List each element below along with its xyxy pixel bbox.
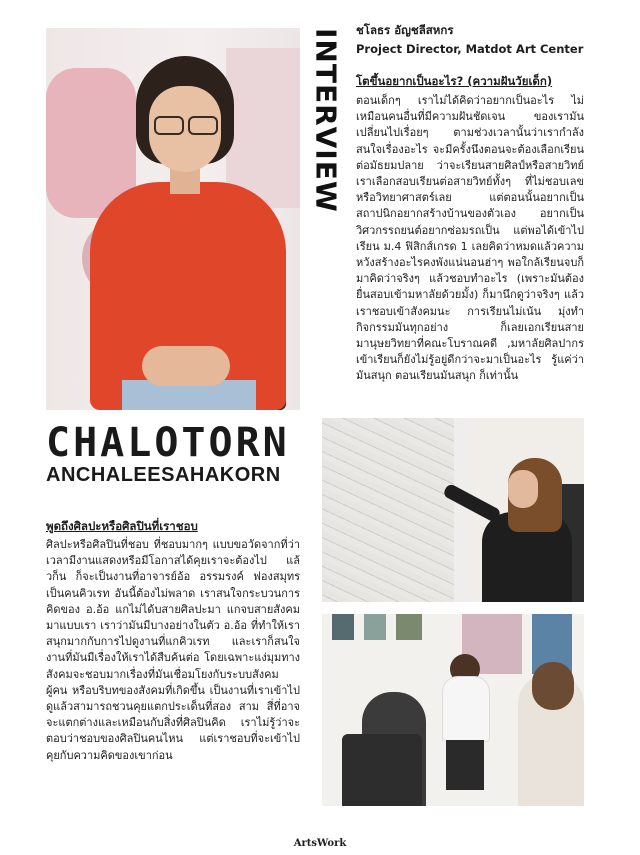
interview-side-title: INTERVIEW <box>309 28 343 213</box>
answer-paragraph-1: ตอนเด็กๆ เราไม่ได้คิดว่าอยากเป็นอะไร ไม่เหมือนคนอื่นที่มีความฝันชัดเจน ของเรามันเปลี่ยนไปเรื่อยๆ ตามช่วงเวลานั้นว่าเรากำลังสนใจเรื่องอะไร จะมีครั้งนึงตอนจะต้องเลือกเรียนต่อมัธยมปลาย ว่าจะเรียนสายศิลป์หรือสายวิทย์ เราเลือกสอบเรียนต่อสายวิทย์ทั้งๆ ที่ไม่ชอบเลขหรือวิทยาศาสตร์เลย แต่ตอนนั้นอยากเป็นสถาปนิกอยากสร้างบ้านของตัวเอง อยากเป็นวิศวกรรถยนต์อยากซ่อมรถเป็น แต่พอได้เข้าไปเรียน ม.4 ฟิสิกส์เกรด 1 เลยคิดว่าหมดแล้วความหวังสร้างอะไรคงพังแน่นอนฮ่าๆ พอใกล้เรียนจบก็มาคิดว่าจริงๆ แล้วชอบทำอะไร (เพราะมันต้องยื่นสอบเข้ามหาลัยด้วยมั้ง) ก็มานึกดูว่าจริงๆ แล้วเราชอบเข้าสังคมนะ การเรียนไม่เน้น มุ่งทำกิจกรรมมันทุกอย่าง ก็เลยเอกเรียนสายมานุษยวิทยาที่คณะโบราณคดี ,มหาลัยศิลปากร เข้าเรียนก็ยังไม่รู้อยู่ดีกว่าจะมาเป็นอะไร รู้แค่ว่ามันสนุก ตอนเรียนมันสนุก ก็เท่านั้น <box>356 94 584 383</box>
answer-paragraph-2: ศิลปะหรือศิลปินที่ชอบ ที่ชอบมากๆ แบบขอวัดจากที่ว่าเวลามีงานแสดงหรือมีโอกาสได้คุยเราจะต้องไป แล้วก็น ก็จะเป็นงานที่อาจารย์อ้อ อรรมรงค์ ฟองสมุทร เป็นคนคิวเรท อันนี้ต้องไม่พลาด เราสนใจกระบวนการคิดของ อ.อ้อ แกไม่ได้บสายศิลปะมา แกจบสายสังคมมาแบบเรา เราว่ามันมีบางอย่างในตัว อ.อ้อ ที่ทำให้เราสนุกมากกับการไปดูงานที่แกคิวเรท และเราก็สนใจงานที่มันมีเรื่องให้เราได้สืบค้นต่อ โดยเฉพาะแง่มุมทางสังคมจะชอบมากเรื่องที่มันเชื่อมโยงกับระบบสังคม ผู้คน หรือบริบทของสังคมที่เกิดขึ้น เป็นงานที่เราเข้าไปดูแล้วสามารถชวนคุยแตกประเด็นที่สอง สาม สี่ที่อาจจะแตกต่างและเหมือนกับสิ่งที่ศิลปินคิด เราไม่รู้ว่าจะตอบว่าชอบของศิลปินคนไหน แต่เราชอบที่จะเข้าไปคุยกับความคิดของเขาก่อน <box>46 538 300 762</box>
interviewee-role: Project Director, Matdot Art Center <box>356 42 584 56</box>
drawing-on-wall-photo <box>322 418 584 602</box>
name-last-large: ANCHALEESAHAKORN <box>46 464 281 486</box>
question-heading-2: พูดถึงศิลปะหรือศิลปินที่เราชอบ <box>46 519 198 533</box>
question-heading-1: โตขึ้นอยากเป็นอะไร? (ความฝันวัยเด็ก) <box>356 74 553 88</box>
interviewee-name-thai: ชโลธร อัญชลีสหกร <box>356 23 454 37</box>
artswork-logo: ArtsWork <box>293 838 347 849</box>
portrait-photo <box>46 28 300 410</box>
talk-session-photo <box>322 614 584 806</box>
name-first-large: CHALOTORN <box>46 420 290 466</box>
